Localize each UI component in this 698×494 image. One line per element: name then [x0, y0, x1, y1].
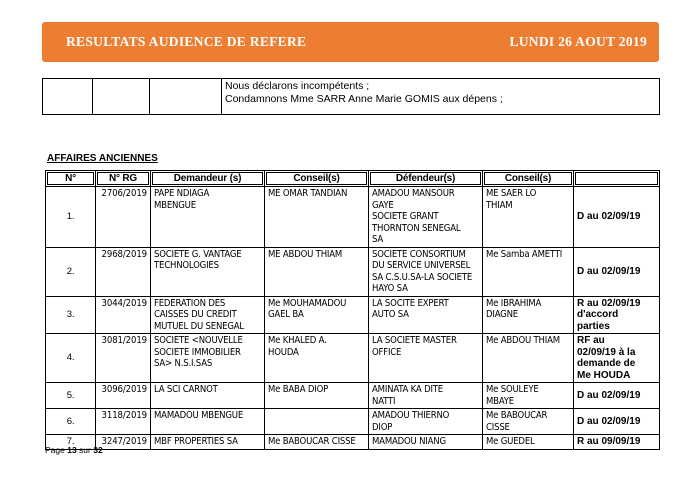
rg-number: 2706/2019 [96, 187, 151, 248]
header-row [46, 171, 660, 187]
hearing-date: LUNDI 26 AOUT 2019 [509, 34, 647, 49]
rg-number: 3044/2019 [96, 296, 151, 334]
decision: R au 09/09/19 [574, 435, 660, 450]
footer-middle: sur [76, 445, 94, 455]
plaintiff-counsel: Me MOUHAMADOU GAEL BA [265, 296, 369, 334]
plaintiff: SOCIETE G. VANTAGE TECHNOLOGIES [151, 247, 265, 296]
defendant-counsel: Me IBRAHIMA DIAGNE [483, 296, 574, 334]
table-row [46, 334, 660, 383]
column-header: N° RG [96, 171, 151, 187]
plaintiff-counsel: Me BABA DIOP [265, 383, 369, 409]
plaintiff-counsel [265, 409, 369, 435]
plaintiff: SOCIETE <NOUVELLE SOCIETE IMMOBILIER SA> N.S.I.SAS [151, 334, 265, 383]
plaintiff: PAPE NDIAGA MBENGUE [151, 187, 265, 248]
defendant: AMINATA KA DITE NATTI [369, 383, 483, 409]
decision: D au 02/09/19 [574, 409, 660, 435]
plaintiff: LA SCI CARNOT [151, 383, 265, 409]
rg-number: 3247/2019 [96, 435, 151, 450]
empty-cell [43, 79, 93, 115]
cases-table [45, 170, 660, 450]
defendant-counsel: Me ABDOU THIAM [483, 334, 574, 383]
footer-prefix: Page [45, 445, 68, 455]
section-title: AFFAIRES ANCIENNES [47, 153, 158, 164]
row-number: 3. [46, 296, 96, 334]
defendant-counsel: Me Samba AMETTI [483, 247, 574, 296]
table-row [46, 435, 660, 450]
decision: D au 02/09/19 [574, 383, 660, 409]
decision: D au 02/09/19 [574, 187, 660, 248]
defendant: MAMADOU NIANG [369, 435, 483, 450]
plaintiff-counsel: ME OMAR TANDIAN [265, 187, 369, 248]
defendant-counsel: Me BABOUCAR CISSE [483, 409, 574, 435]
table-row [46, 247, 660, 296]
rg-number: 3118/2019 [96, 409, 151, 435]
decision-line: Condamnons Mme SARR Anne Marie GOMIS aux dépens ; [225, 93, 503, 105]
defendant-counsel: ME SAER LO THIAM [483, 187, 574, 248]
plaintiff: MBF PROPERTIES SA [151, 435, 265, 450]
column-header: Défendeur(s) [369, 171, 483, 187]
defendant: LA SOCITE EXPERT AUTO SA [369, 296, 483, 334]
table-row [46, 409, 660, 435]
row-number: 2. [46, 247, 96, 296]
rg-number: 3096/2019 [96, 383, 151, 409]
plaintiff-counsel: Me BABOUCAR CISSE [265, 435, 369, 450]
row-number: 6. [46, 409, 96, 435]
rg-number: 2968/2019 [96, 247, 151, 296]
plaintiff-counsel: ME ABDOU THIAM [265, 247, 369, 296]
decision: RF au 02/09/19 à la demande de Me HOUDA [574, 334, 660, 383]
page-number: 13 [67, 445, 77, 455]
previous-case-table [42, 78, 660, 115]
row-number: 7. [46, 435, 96, 450]
column-header [574, 171, 660, 187]
defendant: SOCIETE CONSORTIUM DU SERVICE UNIVERSEL SA C.S.U.SA-LA SOCIETE HAYO SA [369, 247, 483, 296]
column-header: Conseil(s) [265, 171, 369, 187]
defendant-counsel: Me SOULEYE MBAYE [483, 383, 574, 409]
row-number: 5. [46, 383, 96, 409]
table-row [46, 383, 660, 409]
defendant: LA SOCIETE MASTER OFFICE [369, 334, 483, 383]
defendant: AMADOU THIERNO DIOP [369, 409, 483, 435]
plaintiff: FEDERATION DES CAISSES DU CREDIT MUTUEL DU SENEGAL [151, 296, 265, 334]
defendant: AMADOU MANSOUR GAYE SOCIETE GRANT THORNTON SENEGAL SA [369, 187, 483, 248]
table-row [46, 296, 660, 334]
row-number: 4. [46, 334, 96, 383]
decision: D au 02/09/19 [574, 247, 660, 296]
table-row [43, 79, 660, 115]
defendant-counsel: Me GUEDEL [483, 435, 574, 450]
document-title: RESULTATS AUDIENCE DE REFERE [66, 34, 307, 49]
column-header: Conseil(s) [483, 171, 574, 187]
page-total: 32 [93, 445, 103, 455]
rg-number: 3081/2019 [96, 334, 151, 383]
empty-cell [150, 79, 222, 115]
column-header: Demandeur (s) [151, 171, 265, 187]
table-row [46, 187, 660, 248]
decision-text-cell [222, 79, 660, 115]
page-footer [45, 445, 103, 455]
empty-cell [93, 79, 150, 115]
decision-line: Nous déclarons incompétents ; [225, 80, 370, 92]
decision: R au 02/09/19 d'accord parties [574, 296, 660, 334]
plaintiff-counsel: Me KHALED A. HOUDA [265, 334, 369, 383]
plaintiff: MAMADOU MBENGUE [151, 409, 265, 435]
header-banner [42, 22, 659, 62]
column-header: N° [46, 171, 96, 187]
row-number: 1. [46, 187, 96, 248]
